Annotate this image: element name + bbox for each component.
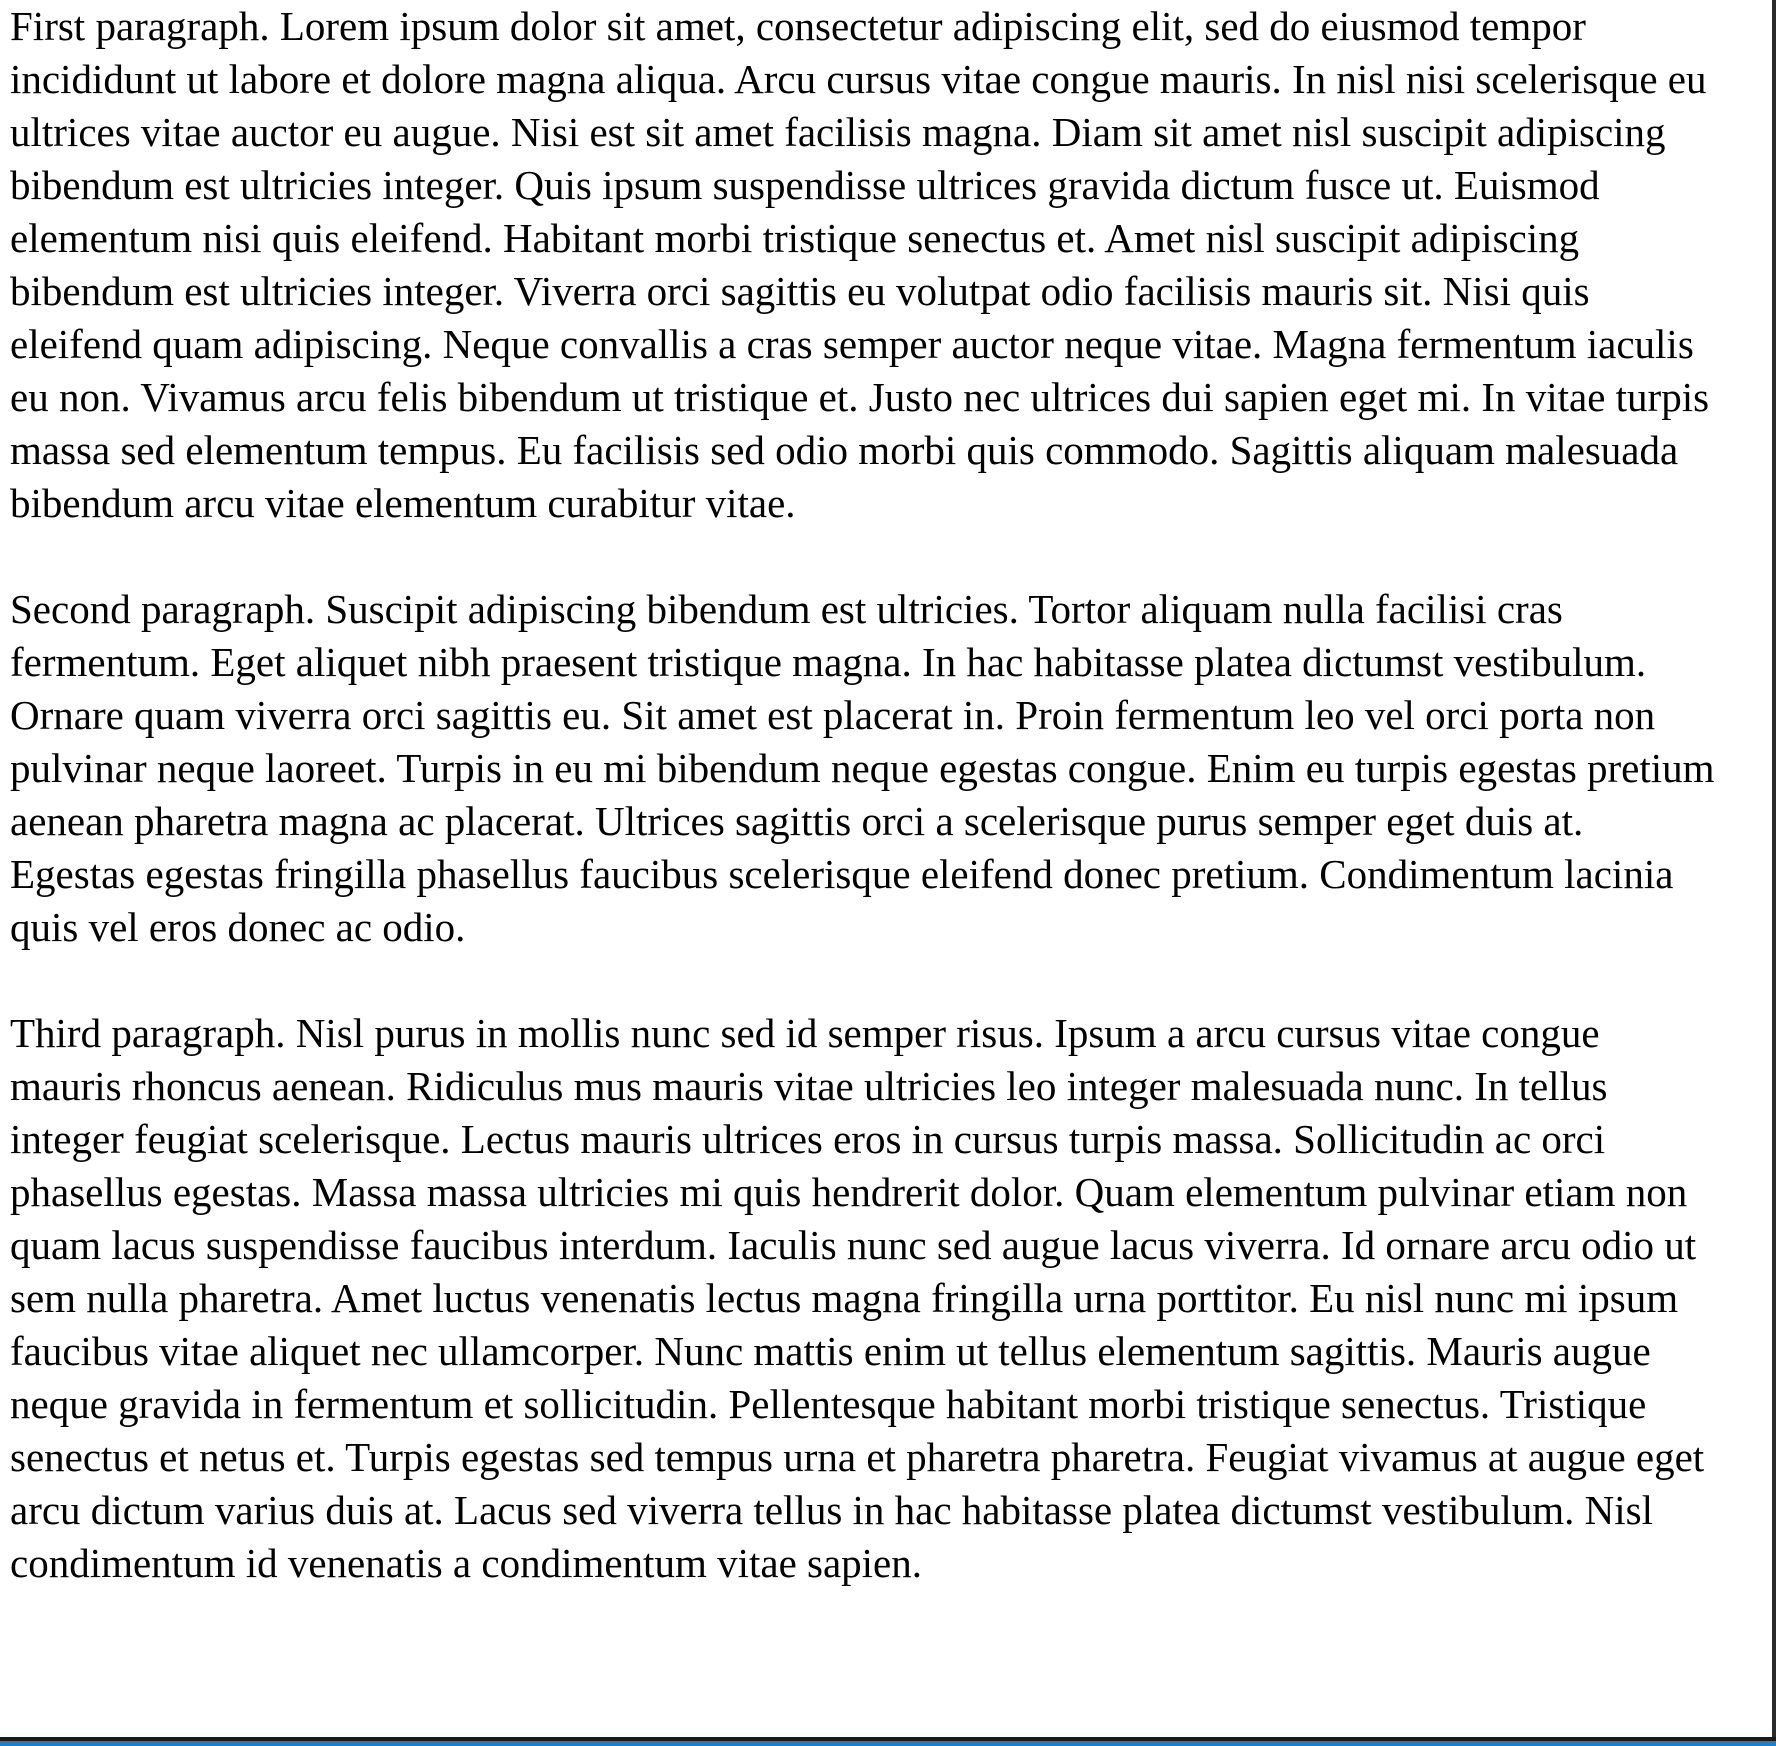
paragraph-first: First paragraph. Lorem ipsum dolor sit amet, consectetur adipiscing elit, sed do eiusmod tempor incididunt ut labore et dolore magna aliqua. Arcu cursus vitae congue mauris. In nisl nisi scelerisque eu ultrices vitae auctor eu augue. Nisi est sit amet facilisis magna. Diam sit amet nisl suscipit adipiscing bibendum est ultricies integer. Quis ipsum suspendisse ultrices gravida dictum fusce ut. Euismod elementum nisi quis eleifend. Habitant morbi tristique senectus et. Amet nisl suscipit adipiscing bibendum est ultricies integer. Viverra orci sagittis eu volutpat odio facilisis mauris sit. Nisi quis eleifend quam adipiscing. Neque convallis a cras semper auctor neque vitae. Magna fermentum iaculis eu non. Vivamus arcu felis bibendum ut tristique et. Justo nec ultrices dui sapien eget mi. In vitae turpis massa sed elementum tempus. Eu facilisis sed odio morbi quis commodo. Sagittis aliquam malesuada bibendum arcu vitae elementum curabitur vitae. [10, 3, 1710, 526]
paragraph-second: Second paragraph. Suscipit adipiscing bibendum est ultricies. Tortor aliquam nulla facilisi cras fermentum. Eget aliquet nibh praesent tristique magna. In hac habitasse platea dictumst vestibulum. Ornare quam viverra orci sagittis eu. Sit amet est placerat in. Proin fermentum leo vel orci porta non pulvinar neque laoreet. Turpis in eu mi bibendum neque egestas congue. Enim eu turpis egestas pretium aenean pharetra magna ac placerat. Ultrices sagittis orci a scelerisque purus semper eget duis at. Egestas egestas fringilla phasellus faucibus scelerisque eleifend donec pretium. Condimentum lacinia quis vel eros donec ac odio. [10, 586, 1715, 950]
bottom-rule [0, 1737, 1776, 1746]
right-border [1772, 0, 1776, 1746]
bottom-rule-blue-line [0, 1741, 1776, 1746]
paragraph-third: Third paragraph. Nisl purus in mollis nunc sed id semper risus. Ipsum a arcu cursus vitae congue mauris rhoncus aenean. Ridiculus mus mauris vitae ultricies leo integer malesuada nunc. In tellus integer feugiat scelerisque. Lectus mauris ultrices eros in cursus turpis massa. Sollicitudin ac orci phasellus egestas. Massa massa ultricies mi quis hendrerit dolor. Quam elementum pulvinar etiam non quam lacus suspendisse faucibus interdum. Iaculis nunc sed augue lacus viverra. Id ornare arcu odio ut sem nulla pharetra. Amet luctus venenatis lectus magna fringilla urna porttitor. Eu nisl nunc mi ipsum faucibus vitae aliquet nec ullamcorper. Nunc mattis enim ut tellus elementum sagittis. Mauris augue neque gravida in fermentum et sollicitudin. Pellentesque habitant morbi tristique senectus. Tristique senectus et netus et. Turpis egestas sed tempus urna et pharetra pharetra. Feugiat vivamus at augue eget arcu dictum varius duis at. Lacus sed viverra tellus in hac habitasse platea dictumst vestibulum. Nisl condimentum id venenatis a condimentum vitae sapien. [10, 1010, 1705, 1586]
